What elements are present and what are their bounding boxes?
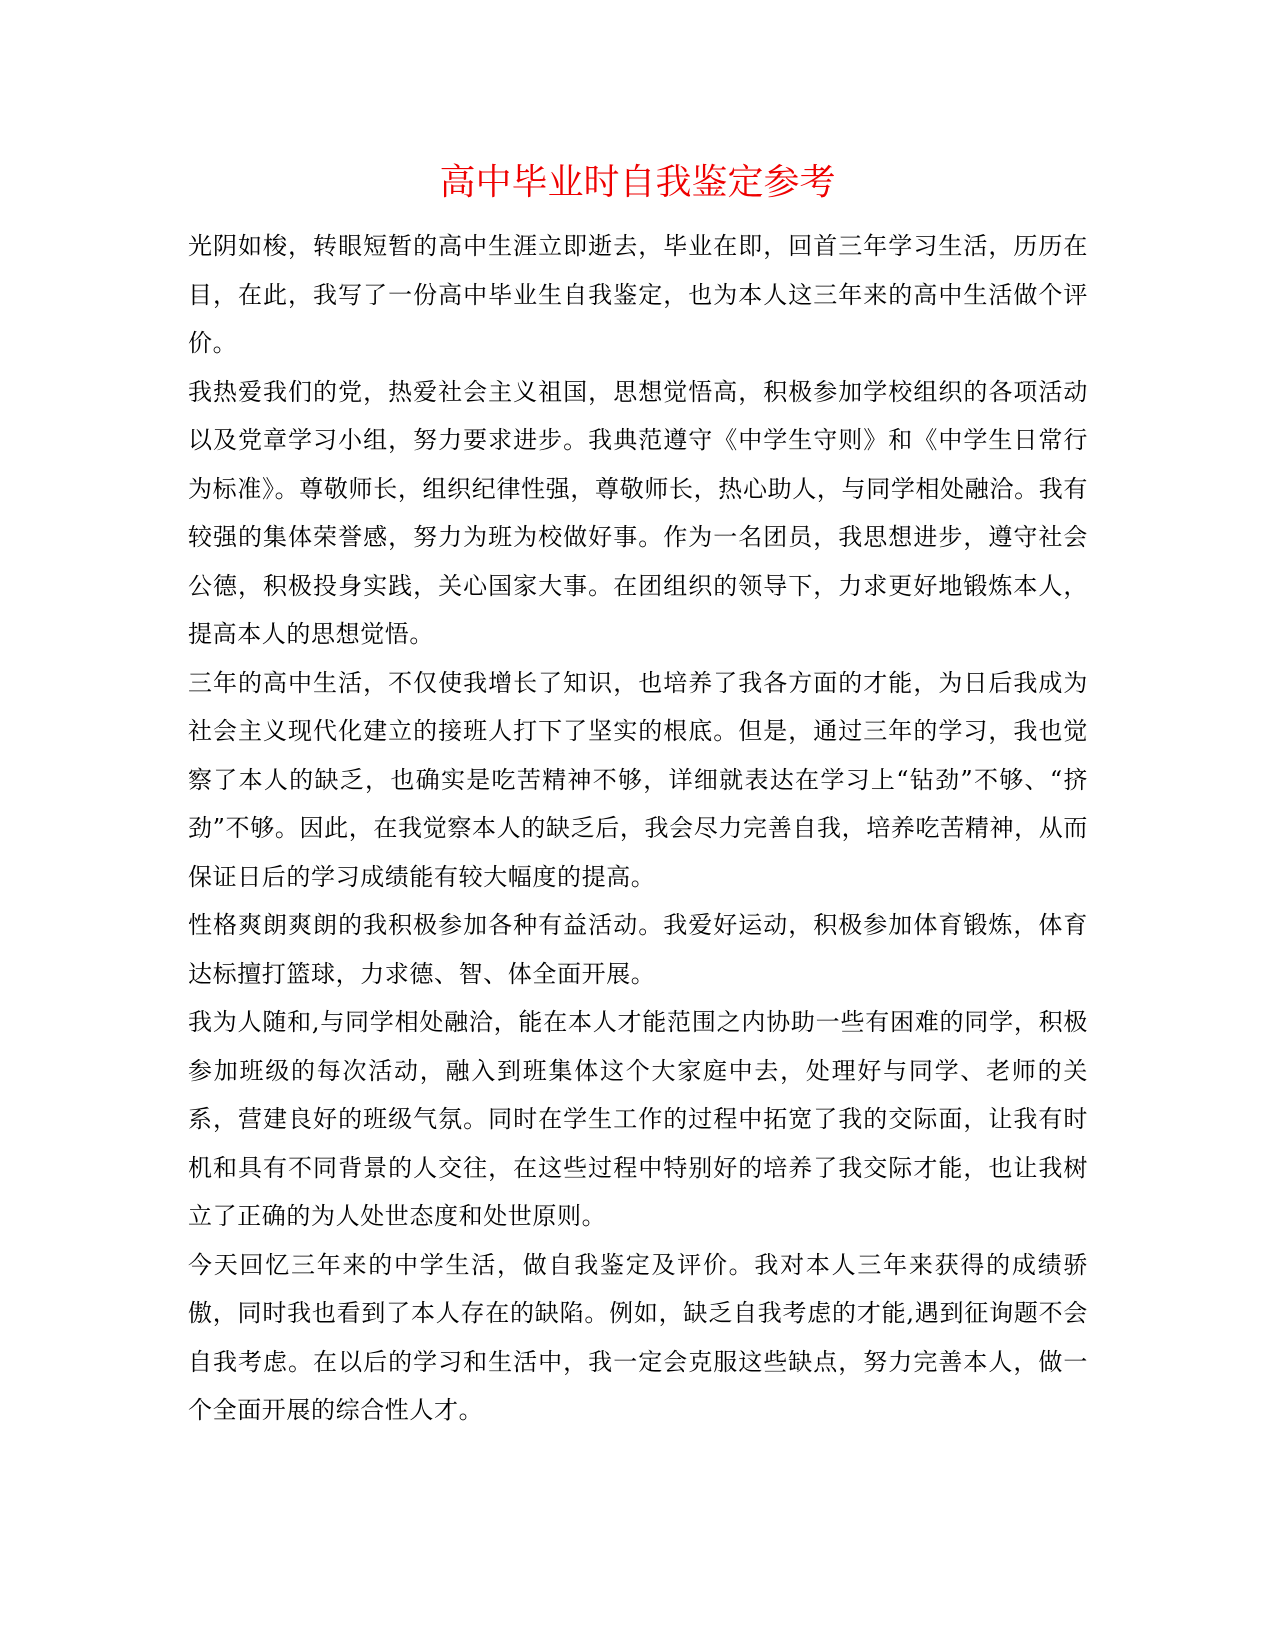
paragraph-political: 我热爱我们的党，热爱社会主义祖国，思想觉悟高，积极参加学校组织的各项活动以及党章学习小组，努力要求进步。我典范遵守《中学生守则》和《中学生日常行为标准》。尊敬师长，组织纪律性强，尊敬师长，热心助人，与同学相处融洽。我有较强的集体荣誉感，努力为班为校做好事。作为一名团员，我思想进步，遵守社会公德，积极投身实践，关心国家大事。在团组织的领导下，力求更好地锻炼本人，提高本人的思想觉悟。 [188, 377, 1088, 648]
paragraph-conclusion: 今天回忆三年来的中学生活，做自我鉴定及评价。我对本人三年来获得的成绩骄傲，同时我也看到了本人存在的缺陷。例如，缺乏自我考虑的才能,遇到征询题不会自我考虑。在以后的学习和生活中，我一定会克服这些缺点，努力完善本人，做一个全面开展的综合性人才。 [188, 1250, 1088, 1424]
document-body [188, 222, 1088, 1435]
paragraph-activities: 性格爽朗爽朗的我积极参加各种有益活动。我爱好运动，积极参加体育锻炼，体育达标擅打篮球，力求德、智、体全面开展。 [188, 911, 1088, 988]
paragraph-study: 三年的高中生活，不仅使我增长了知识，也培养了我各方面的才能，为日后我成为社会主义现代化建立的接班人打下了坚实的根底。但是，通过三年的学习，我也觉察了本人的缺乏，也确实是吃苦精神不够，详细就表达在学习上“钻劲”不够、“挤劲”不够。因此，在我觉察本人的缺乏后，我会尽力完善自我，培养吃苦精神，从而保证日后的学习成绩能有较大幅度的提高。 [188, 668, 1088, 891]
document-title: 高中毕业时自我鉴定参考 [439, 162, 836, 203]
paragraph-intro: 光阴如梭，转眼短暂的高中生涯立即逝去，毕业在即，回首三年学习生活，历历在目，在此，我写了一份高中毕业生自我鉴定，也为本人这三年来的高中生活做个评价。 [188, 232, 1088, 357]
paragraph-relationships: 我为人随和,与同学相处融洽，能在本人才能范围之内协助一些有困难的同学，积极参加班级的每次活动，融入到班集体这个大家庭中去，处理好与同学、老师的关系，营建良好的班级气氛。同时在学生工作的过程中拓宽了我的交际面，让我有时机和具有不同背景的人交往，在这些过程中特别好的培养了我交际才能，也让我树立了正确的为人处世态度和处世原则。 [188, 1008, 1088, 1230]
